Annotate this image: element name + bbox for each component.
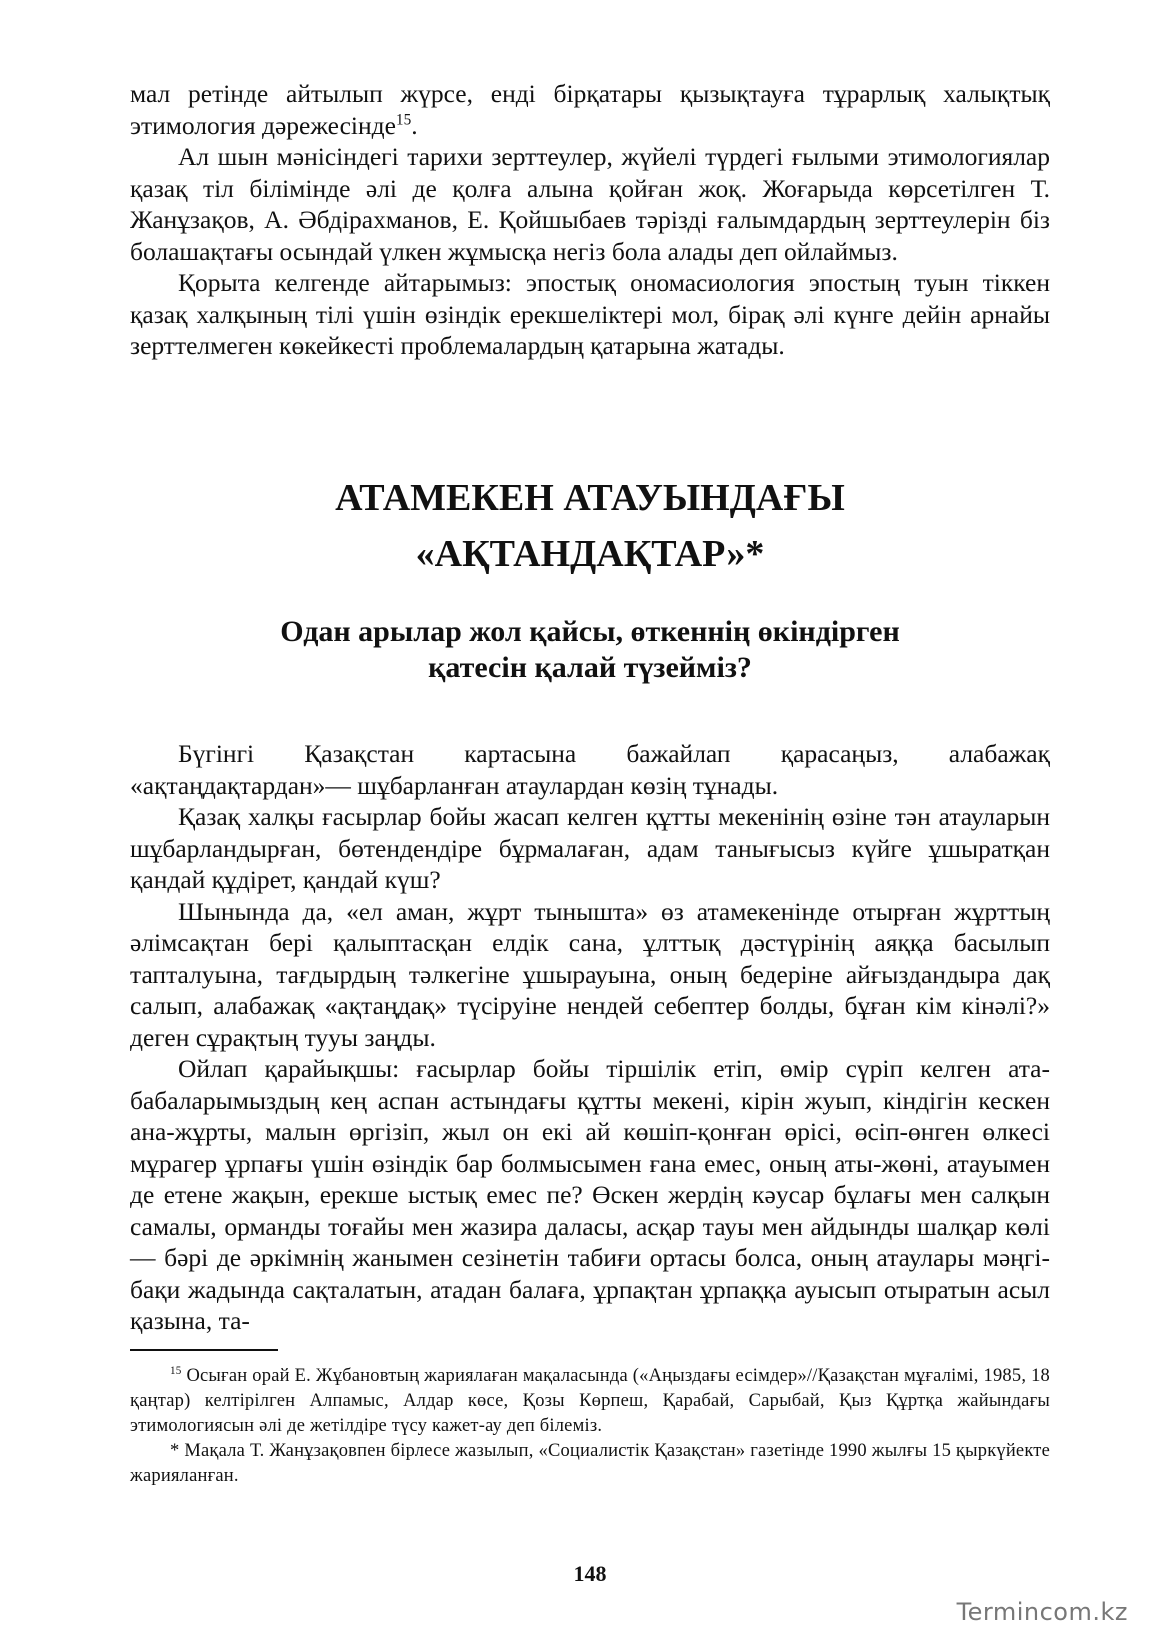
- intro-paragraph-1-end: .: [411, 110, 418, 140]
- page-number: 148: [573, 1561, 607, 1586]
- article-subtitle-line-2: қатесін қалай түзейміз?: [428, 651, 752, 684]
- intro-paragraph-1: [130, 78, 1050, 141]
- watermark-logo: Termincom.kz: [956, 1598, 1128, 1626]
- footnote-ref-15: 15: [395, 111, 412, 128]
- body-paragraph-4: Ойлап қарайықшы: ғасырлар бойы тіршілік етіп, өмір сүріп келген ата-бабаларымыздың кең аспан астындағы құтты мекені, кірін жуып, кіндігін кескен ана-жұрты, малын өргізіп, жыл он екі ай көшіп-қонған өрісі, өсіп-өнген өлкесі мұрагер ұрпағы үшін өзіндік бар болмысымен ғана емес, оның аты-жөні, атауымен де етене жақын, ерекше ыстық емес пе? Өскен жердің кәусар бұлағы мен салқын самалы, орманды тоғайы мен жазира даласы, асқар тауы мен айдынды шалқар көлі — бәрі де әркімнің жанымен сезінетін табиғи ортасы болса, оның атаулары мәңгі-бақи жадында сақталатын, атадан балаға, ұрпақтан ұрпаққа ауысып отыратын асыл қазына, та-: [130, 1054, 1050, 1335]
- footnote-divider: [130, 1349, 278, 1351]
- footnote-15-mark: 15: [170, 1364, 182, 1377]
- article-subtitle: [130, 614, 1050, 686]
- article-body: [130, 738, 1050, 1337]
- intro-paragraph-1-text: мал ретінде айтылып жүрсе, енді бірқатары қызықтауға тұрарлық халықтық этимология дәрежесінде: [130, 79, 1050, 140]
- body-paragraph-1: Бүгінгі Қазақстан картасына бажайлап қарасаңыз, алабажақ «ақтаңдақтардан»— шұбарланған атаулардан көзің тұнады.: [130, 739, 1050, 800]
- intro-paragraph-3: Қорыта келгенде айтарымыз: эпостық ономасиология эпостың туын тіккен қазақ халқының тілі үшін өзіндік ерекшеліктері мол, бірақ әлі күнге дейін арнайы зерттелмеген көкейкесті проблемалардың қатарына жатады.: [130, 268, 1050, 360]
- body-paragraph-2: Қазақ халқы ғасырлар бойы жасап келген құтты мекенінің өзіне тән атауларын шұбарландырған, бөтендендіре бұрмалаған, адам танығысыз күйге ұшыратқан қандай құдірет, қандай күш?: [130, 802, 1050, 894]
- article-title: [130, 470, 1050, 582]
- body-paragraph-3: Шынында да, «ел аман, жұрт тыныштa» өз атамекенінде отырған жұрттың әлімсақтан бері қалыптасқан елдік сана, ұлттық дәстүрінің аяққа басылып тапталуына, тағдырдың тәлкегіне ұшырауына, оның бедеріне айғыздандыра дақ салып, алабажақ «ақтаңдақ» түсіруіне нендей себептер болды, бұған кім кінәлі?» деген сұрақтың тууы заңды.: [130, 896, 1050, 1052]
- footnote-asterisk: * Мақала Т. Жанұзақовпен бірлесе жазылып, «Социалистік Қазақстан» газетінде 1990 жылғы 15 қыркүйекте жарияланған.: [130, 1441, 1050, 1486]
- article-title-line-2: «АҚТАНДАҚТАР»*: [415, 533, 765, 575]
- footnote-15-text: Осыған орай Е. Жұбановтың жариялаған мақаласында («Аңыздағы есімдер»//Қазақстан мұғалімі, 1985, 18 қаңтар) келтірілген Алпамыс, Алдар көсе, Қозы Көрпеш, Қарабай, Сарыбай, Қыз Құртқа жайындағы этимологиясын әлі де жетілдіре түсу кажет-ау деп білеміз.: [130, 1366, 1050, 1436]
- intro-paragraph-2: Ал шын мәнісіндегі тарихи зерттеулер, жүйелі түрдегі ғылыми этимологиялар қазақ тіл білімінде әлі де қолға алына қойған жоқ. Жоғарыда көрсетілген Т. Жанұзақов, А. Әбдірахманов, Е. Қойшыбаев тәрізді ғалымдардың зерттеулерін біз болашақтағы осындай үлкен жұмысқа негіз бола алады деп ойлаймыз.: [130, 142, 1050, 266]
- footnotes: [130, 1364, 1050, 1489]
- article-title-line-1: АТАМЕКЕН АТАУЫНДАҒЫ: [335, 477, 845, 519]
- intro-section: [130, 78, 1050, 362]
- article-subtitle-line-1: Одан арылар жол қайсы, өткеннің өкіндірген: [280, 615, 900, 648]
- footnote-15: [130, 1364, 1050, 1439]
